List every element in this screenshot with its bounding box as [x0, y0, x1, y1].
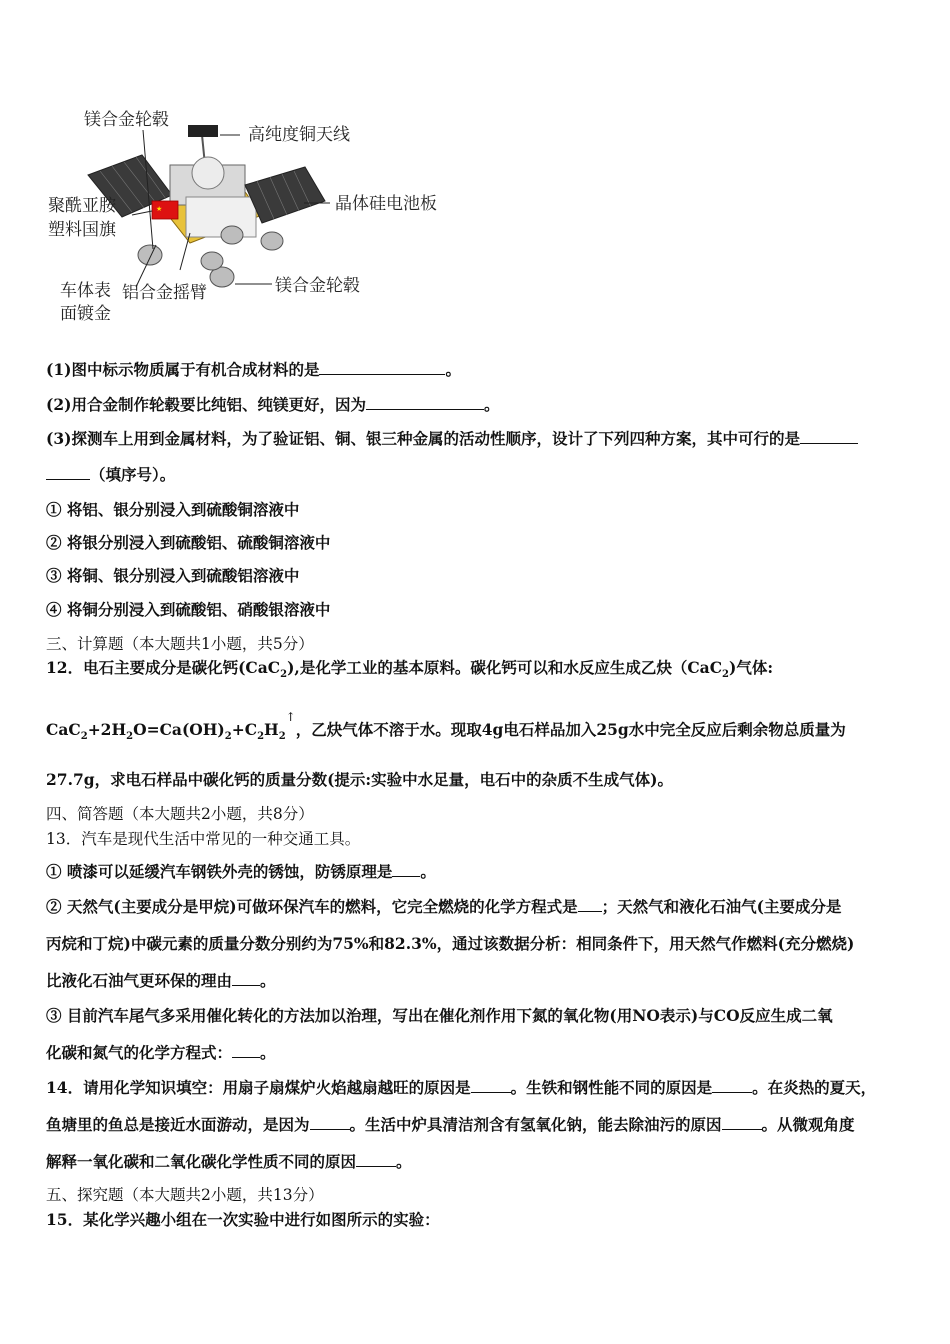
answer-blank[interactable]	[232, 971, 260, 986]
question-13-intro: 13．汽车是现代生活中常见的一种交通工具。	[46, 830, 361, 848]
question-13-p3a: ③ 目前汽车尾气多采用催化转化的方法加以治理，写出在催化剂作用下氮的氧化物(用NO表示)与CO反应生成二氧	[46, 1006, 833, 1025]
label-arm: 铝合金摇臂	[122, 283, 207, 303]
section-heading-5: 五、探究题（本大题共2小题，共13分）	[46, 1186, 324, 1204]
answer-blank[interactable]	[319, 360, 445, 375]
question-part3-cont: （填序号）。	[46, 465, 175, 485]
label-mg-wheel-bottom: 镁合金轮毂	[275, 276, 360, 296]
section-heading-3: 三、计算题（本大题共1小题，共5分）	[46, 635, 314, 653]
answer-blank[interactable]	[392, 862, 420, 877]
section-heading-4: 四、简答题（本大题共2小题，共8分）	[46, 805, 314, 823]
wheel	[261, 232, 283, 250]
label-antenna: 高纯度铜天线	[248, 125, 350, 145]
question-part1: (1)图中标示物质属于有机合成材料的是 。	[46, 360, 461, 379]
question-12-intro: 12．电石主要成分是碳化钙(CaC$_2$),是化学工业的基本原料。碳化钙可以和水反应生成乙炔（CaC$_2$)气体:	[46, 658, 774, 681]
answer-blank[interactable]	[578, 897, 602, 912]
answer-blank[interactable]	[232, 1043, 260, 1058]
question-12-equation: $CaC_2+2H_2O=Ca(OH)_2+C_2H_2^↑$，乙炔气体不溶于水。现取4g电石样品加入25g水中完全反应后剩余物总质量为	[46, 710, 846, 743]
label-mg-wheel-top: 镁合金轮毂	[84, 110, 169, 130]
question-14-c: 解释一氧化碳和二氧化碳化学性质不同的原因 。	[46, 1152, 412, 1171]
answer-blank[interactable]	[471, 1078, 511, 1093]
question-12-last: 27.7g，求电石样品中碳化钙的质量分数(提示:实验中水足量，电石中的杂质不生成气体)。	[46, 770, 673, 789]
question-15: 15．某化学兴趣小组在一次实验中进行如图所示的实验：	[46, 1210, 440, 1229]
label-flag-line1: 聚酰亚胺	[48, 196, 116, 216]
answer-blank[interactable]	[46, 465, 90, 480]
wheel	[138, 245, 162, 265]
question-13-p3b: 化碳和氮气的化学方程式： 。	[46, 1043, 276, 1062]
wheel	[201, 252, 223, 270]
option-1: ① 将铝、银分别浸入到硫酸铜溶液中	[46, 500, 300, 519]
question-14-b: 鱼塘里的鱼总是接近水面游动，是因为 。生活中炉具清洁剂含有氢氧化钠，能去除油污的原因 。从微观角度	[46, 1115, 855, 1134]
answer-blank[interactable]	[712, 1078, 752, 1093]
question-13-p2c: 丙烷和丁烷)中碳元素的质量分数分别约为75%和82.3%，通过该数据分析：相同条件下，用天然气作燃料(充分燃烧)	[46, 934, 855, 953]
wheel	[221, 226, 243, 244]
label-solar-panel: 晶体硅电池板	[335, 194, 437, 214]
question-part2: (2)用合金制作轮毂要比纯铝、纯镁更好，因为 。	[46, 395, 500, 414]
option-4: ④ 将铜分别浸入到硫酸铝、硝酸银溶液中	[46, 600, 331, 619]
antenna	[188, 125, 218, 137]
question-part3: (3)探测车上用到金属材料，为了验证铝、铜、银三种金属的活动性顺序，设计了下列四种方案，其中可行的是	[46, 429, 858, 449]
answer-blank[interactable]	[310, 1115, 350, 1130]
label-body-line2: 面镀金	[60, 304, 111, 324]
question-14-a: 14．请用化学知识填空：用扇子扇煤炉火焰越扇越旺的原因是 。生铁和钢性能不同的原因是 。在炎热的夏天，	[46, 1078, 877, 1097]
label-flag-line2: 塑料国旗	[48, 220, 116, 240]
answer-blank[interactable]	[722, 1115, 762, 1130]
label-body-line1: 车体表	[60, 281, 111, 301]
answer-blank[interactable]	[366, 395, 484, 410]
svg-text:★: ★	[156, 205, 163, 213]
question-13-p2a: ② 天然气(主要成分是甲烷)可做环保汽车的燃料，它完全燃烧的化学方程式是 ；天然气和液化石油气(主要成分是	[46, 897, 842, 916]
answer-blank[interactable]	[356, 1152, 396, 1167]
option-3: ③ 将铜、银分别浸入到硫酸铝溶液中	[46, 566, 300, 585]
question-13-p2d: 比液化石油气更环保的理由 。	[46, 971, 276, 990]
answer-blank[interactable]	[800, 429, 858, 444]
rover-figure	[40, 95, 470, 335]
question-13-p1: ① 喷漆可以延缓汽车钢铁外壳的锈蚀，防锈原理是 。	[46, 862, 436, 881]
option-2: ② 将银分别浸入到硫酸铝、硫酸铜溶液中	[46, 533, 331, 552]
up-arrow-icon: ↑	[285, 710, 296, 724]
